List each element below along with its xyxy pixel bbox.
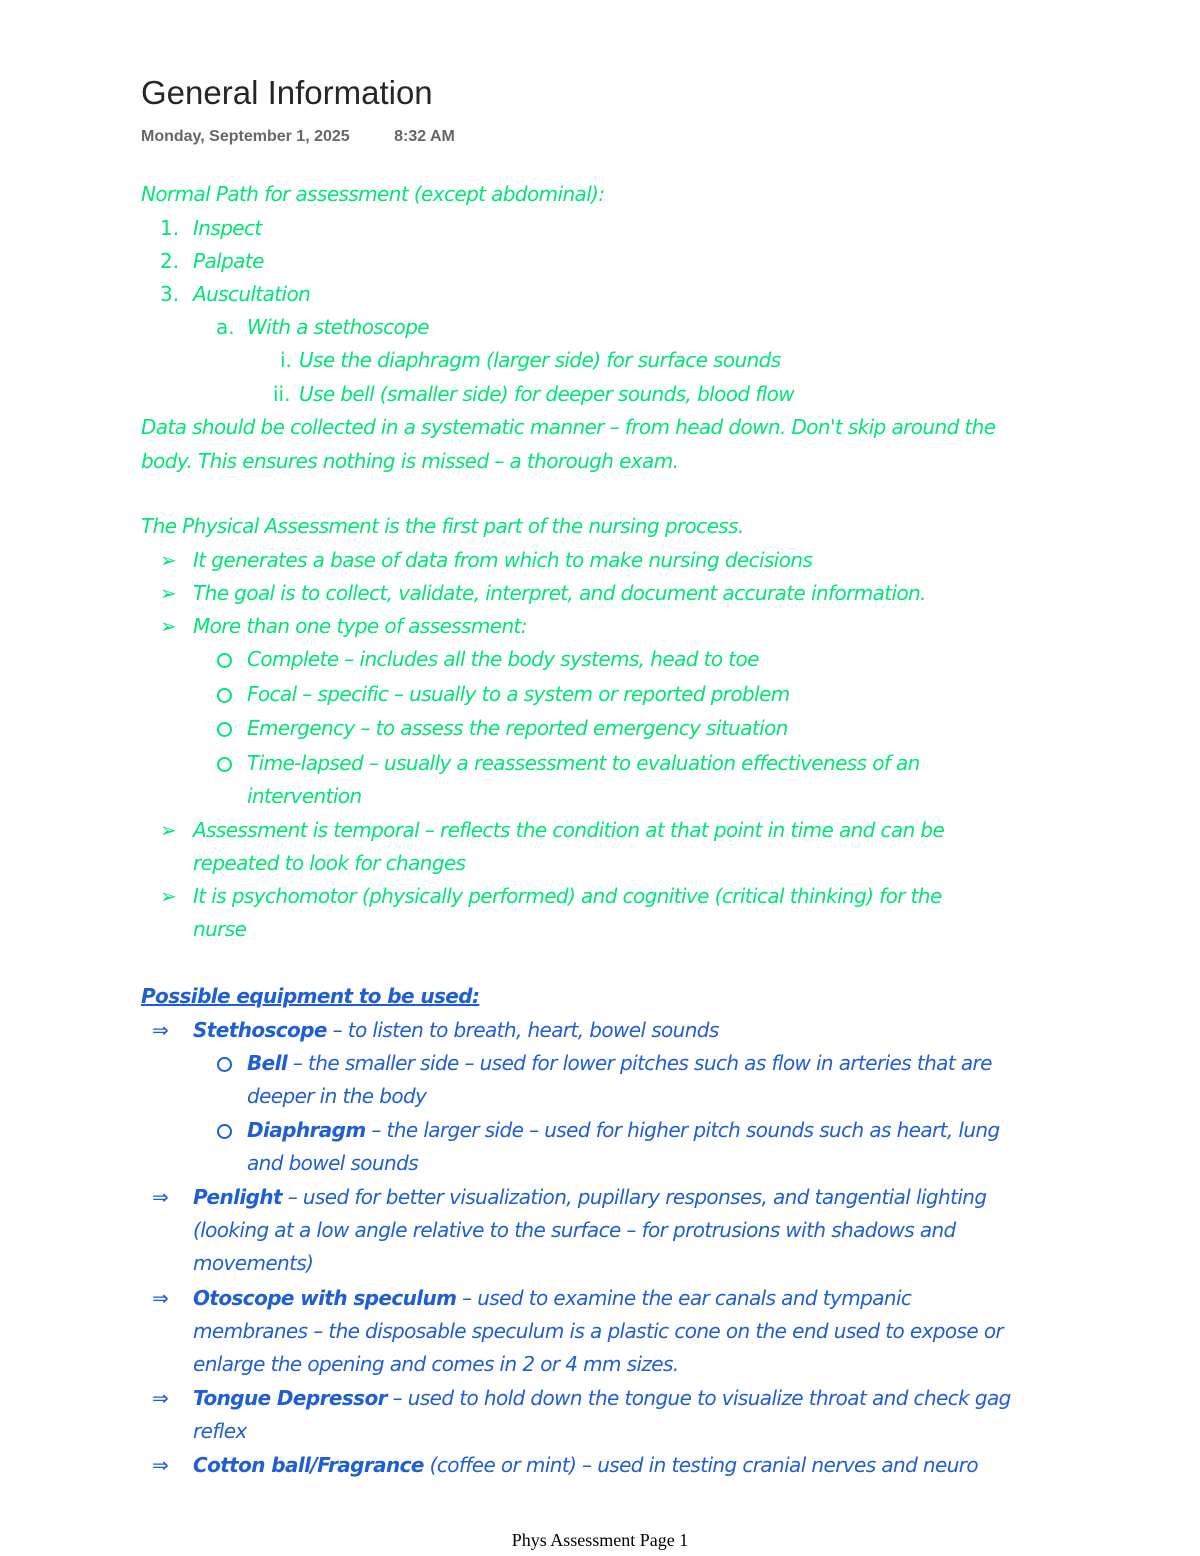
physical-intro: The Physical Assessment is the first part of the nursing process. bbox=[141, 514, 744, 538]
circle-bullet-icon bbox=[217, 646, 232, 674]
path-item-inspect: Inspect bbox=[193, 216, 262, 240]
list-number: 1. bbox=[160, 216, 180, 240]
page-title: General Information bbox=[141, 74, 433, 111]
equipment-bell-line-2: deeper in the body bbox=[247, 1084, 427, 1108]
equipment-otoscope-line-2: membranes – the disposable speculum is a plastic cone on the end used to expose or bbox=[193, 1319, 1004, 1343]
equipment-desc: – used for better visualization, pupillary responses, and tangential lighting bbox=[281, 1185, 987, 1209]
equipment-diaphragm-line-1 bbox=[247, 1117, 1000, 1143]
physical-bullet-1: It generates a base of data from which to make nursing decisions bbox=[193, 548, 813, 572]
equipment-heading: Possible equipment to be used: bbox=[141, 984, 480, 1008]
equipment-name: Otoscope with speculum bbox=[193, 1286, 457, 1310]
physical-bullet-5-line-1: It is psychomotor (physically performed) and cognitive (critical thinking) for the bbox=[193, 884, 942, 908]
list-letter: a. bbox=[216, 315, 235, 339]
arrow-bullet-icon: ➢ bbox=[160, 614, 177, 638]
equipment-name: Stethoscope bbox=[193, 1018, 327, 1042]
physical-bullet-4-line-1: Assessment is temporal – reflects the condition at that point in time and can be bbox=[193, 818, 945, 842]
path-sub-a: With a stethoscope bbox=[247, 315, 429, 339]
equipment-bell-line-1 bbox=[247, 1050, 992, 1076]
circle-bullet-icon bbox=[217, 1117, 232, 1145]
arrow-bullet-icon: ➢ bbox=[160, 818, 177, 842]
path-intro: Normal Path for assessment (except abdominal): bbox=[141, 182, 605, 206]
physical-bullet-5-line-2: nurse bbox=[193, 917, 247, 941]
path-item-auscultation: Auscultation bbox=[193, 282, 311, 306]
path-sub-i: Use the diaphragm (larger side) for surface sounds bbox=[299, 348, 781, 372]
equipment-desc: – the larger side – used for higher pitch sounds such as heart, lung bbox=[365, 1118, 1000, 1142]
assessment-type: Emergency – to assess the reported emergency situation bbox=[247, 716, 788, 740]
circle-bullet-icon bbox=[217, 681, 232, 709]
equipment-name: Penlight bbox=[193, 1185, 282, 1209]
note-time: 8:32 AM bbox=[394, 128, 455, 145]
note-date: Monday, September 1, 2025 bbox=[141, 128, 350, 145]
list-roman: ii. bbox=[273, 382, 291, 406]
equipment-name: Bell bbox=[247, 1051, 288, 1075]
assessment-type: Time-lapsed – usually a reassessment to evaluation effectiveness of an bbox=[247, 751, 920, 775]
circle-bullet-icon bbox=[217, 1050, 232, 1078]
equipment-tongue-line-2: reflex bbox=[193, 1419, 247, 1443]
arrow-bullet-icon: ➢ bbox=[160, 884, 177, 908]
equipment-stethoscope bbox=[193, 1017, 719, 1043]
implies-arrow-icon: ⇒ bbox=[152, 1018, 169, 1042]
equipment-name: Diaphragm bbox=[247, 1118, 366, 1142]
equipment-penlight-line-3: movements) bbox=[193, 1251, 314, 1275]
list-number: 3. bbox=[160, 282, 180, 306]
physical-bullet-3: More than one type of assessment: bbox=[193, 614, 527, 638]
assessment-type-continued: intervention bbox=[247, 784, 362, 808]
path-item-palpate: Palpate bbox=[193, 249, 264, 273]
equipment-otoscope-line-3: enlarge the opening and comes in 2 or 4 mm sizes. bbox=[193, 1352, 679, 1376]
page-footer: Phys Assessment Page 1 bbox=[511, 1530, 689, 1550]
equipment-cotton-line-1 bbox=[193, 1452, 978, 1478]
systematic-line-2: body. This ensures nothing is missed – a thorough exam. bbox=[141, 449, 679, 473]
arrow-bullet-icon: ➢ bbox=[160, 581, 177, 605]
equipment-diaphragm-line-2: and bowel sounds bbox=[247, 1151, 419, 1175]
equipment-desc: – the smaller side – used for lower pitches such as flow in arteries that are bbox=[287, 1051, 992, 1075]
page-meta bbox=[141, 128, 455, 146]
physical-bullet-2: The goal is to collect, validate, interpret, and document accurate information. bbox=[193, 581, 926, 605]
equipment-penlight-line-2: (looking at a low angle relative to the surface – for protrusions with shadows and bbox=[193, 1218, 956, 1242]
equipment-tongue-line-1 bbox=[193, 1385, 1011, 1411]
systematic-line-1: Data should be collected in a systematic manner – from head down. Don't skip around the bbox=[141, 415, 996, 439]
implies-arrow-icon: ⇒ bbox=[152, 1286, 169, 1310]
assessment-type: Focal – specific – usually to a system or reported problem bbox=[247, 682, 790, 706]
equipment-name: Cotton ball/Fragrance bbox=[193, 1453, 424, 1477]
equipment-desc: – to listen to breath, heart, bowel sounds bbox=[326, 1018, 719, 1042]
arrow-bullet-icon: ➢ bbox=[160, 548, 177, 572]
physical-bullet-4-line-2: repeated to look for changes bbox=[193, 851, 466, 875]
implies-arrow-icon: ⇒ bbox=[152, 1386, 169, 1410]
assessment-type: Complete – includes all the body systems, head to toe bbox=[247, 647, 759, 671]
list-number: 2. bbox=[160, 249, 180, 273]
equipment-desc: (coffee or mint) – used in testing cranial nerves and neuro bbox=[423, 1453, 979, 1477]
circle-bullet-icon bbox=[217, 715, 232, 743]
implies-arrow-icon: ⇒ bbox=[152, 1185, 169, 1209]
equipment-penlight-line-1 bbox=[193, 1184, 986, 1210]
implies-arrow-icon: ⇒ bbox=[152, 1453, 169, 1477]
path-sub-ii: Use bell (smaller side) for deeper sounds, blood flow bbox=[299, 382, 795, 406]
list-roman: i. bbox=[280, 348, 292, 372]
equipment-otoscope-line-1 bbox=[193, 1285, 911, 1311]
equipment-desc: – used to hold down the tongue to visualize throat and check gag bbox=[386, 1386, 1011, 1410]
circle-bullet-icon bbox=[217, 750, 232, 778]
equipment-desc: – used to examine the ear canals and tympanic bbox=[456, 1286, 912, 1310]
equipment-name: Tongue Depressor bbox=[193, 1386, 387, 1410]
